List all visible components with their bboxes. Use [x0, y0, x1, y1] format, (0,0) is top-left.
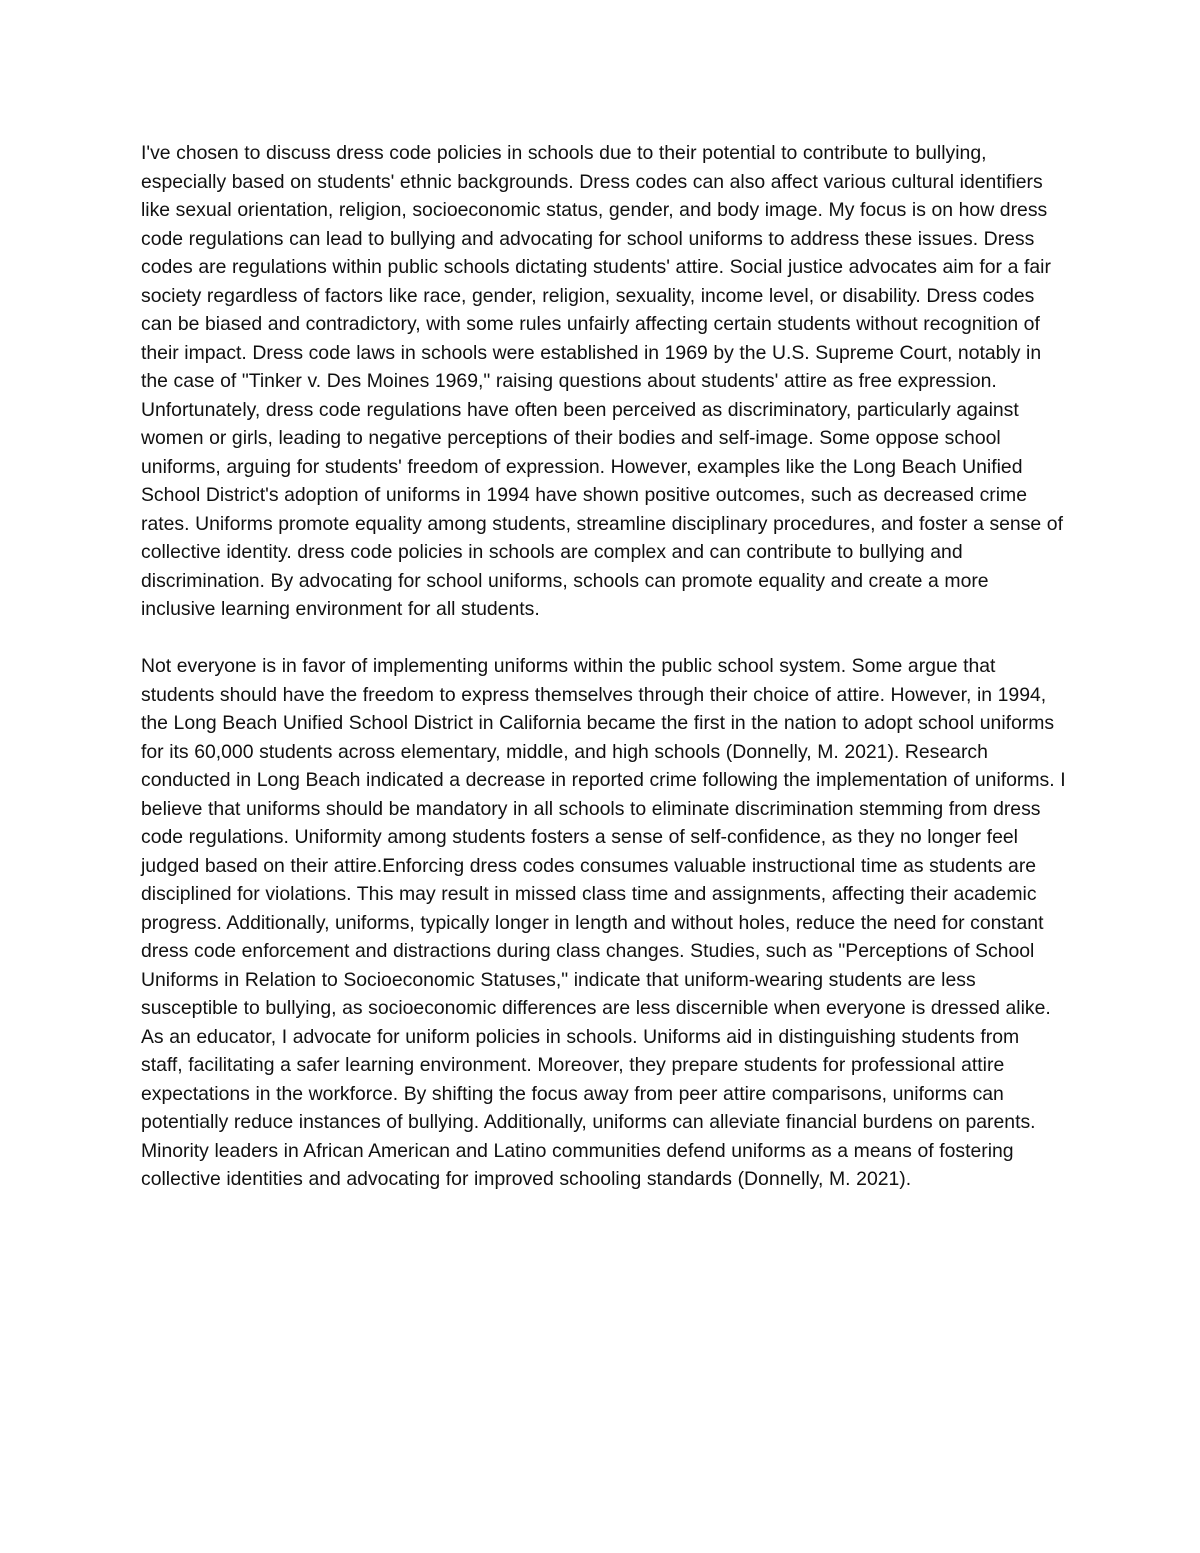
paragraph-uniform-argument: Not everyone is in favor of implementing uniforms within the public school system. Some argue that students should have the freedom to express themselves through their choice of attire. However, in 1994, the Long Beach Unified School District in California became the first in the nation to adopt school uniforms for its 60,000 students across elementary, middle, and high schools (Donnelly, M. 2021). Research conducted in Long Beach indicated a decrease in reported crime following the implementation of uniforms. I believe that uniforms should be mandatory in all schools to eliminate discrimination stemming from dress code regulations. Uniformity among students fosters a sense of self-confidence, as they no longer feel judged based on their attire.Enforcing dress codes consumes valuable instructional time as students are disciplined for violations. This may result in missed class time and assignments, affecting their academic progress. Additionally, uniforms, typically longer in length and without holes, reduce the need for constant dress code enforcement and distractions during class changes. Studies, such as "Perceptions of School Uniforms in Relation to Socioeconomic Statuses," indicate that uniform-wearing students are less susceptible to bullying, as socioeconomic differences are less discernible when everyone is dressed alike. As an educator, I advocate for uniform policies in schools. Uniforms aid in distinguishing students from staff, facilitating a safer learning environment. Moreover, they prepare students for professional attire expectations in the workforce. By shifting the focus away from peer attire comparisons, uniforms can potentially reduce instances of bullying. Additionally, uniforms can alleviate financial burdens on parents. Minority leaders in African American and Latino communities defend uniforms as a means of fostering collective identities and advocating for improved schooling standards (Donnelly, M. 2021).	[141, 655, 1066, 1190]
paragraph-dress-code-intro: I've chosen to discuss dress code policies in schools due to their potential to contribute to bullying, especially based on students' ethnic backgrounds. Dress codes can also affect various cultural identifiers like sexual orientation, religion, socioeconomic status, gender, and body image. My focus is on how dress code regulations can lead to bullying and advocating for school uniforms to address these issues. Dress codes are regulations within public schools dictating students' attire. Social justice advocates aim for a fair society regardless of factors like race, gender, religion, sexuality, income level, or disability. Dress codes can be biased and contradictory, with some rules unfairly affecting certain students without recognition of their impact. Dress code laws in schools were established in 1969 by the U.S. Supreme Court, notably in the case of "Tinker v. Des Moines 1969," raising questions about students' attire as free expression. Unfortunately, dress code regulations have often been perceived as discriminatory, particularly against women or girls, leading to negative perceptions of their bodies and self-image. Some oppose school uniforms, arguing for students' freedom of expression. However, examples like the Long Beach Unified School District's adoption of uniforms in 1994 have shown positive outcomes, such as decreased crime rates. Uniforms promote equality among students, streamline disciplinary procedures, and foster a sense of collective identity. dress code policies in schools are complex and can contribute to bullying and discrimination. By advocating for school uniforms, schools can promote equality and create a more inclusive learning environment for all students.	[141, 142, 1063, 620]
document-body	[141, 139, 1066, 1194]
